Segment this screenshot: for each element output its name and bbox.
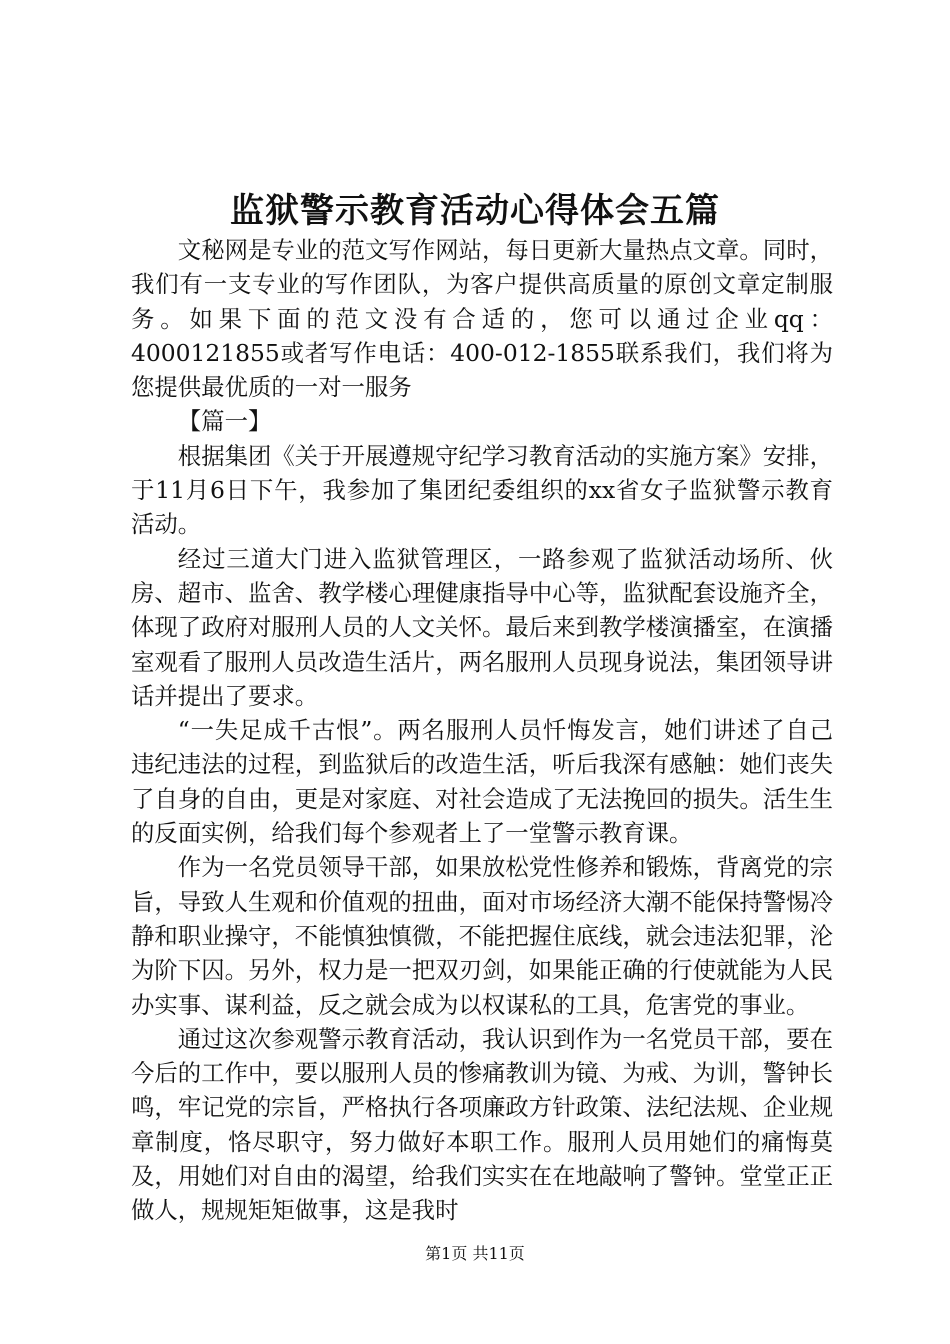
intro-paragraph: 文秘网是专业的范文写作网站，每日更新大量热点文章。同时，我们有一支专业的写作团队，为客户提供高质量的原创文章定制服务。如果下面的范文没有合适的，您可以通过企业qq：4000121855或者写作电话：400-012-1855联系我们，我们将为您提供最优质的一对一服务 xyxy=(131,236,833,402)
section-heading-part-one: 【篇一】 xyxy=(177,407,272,436)
body-paragraph: 根据集团《关于开展遵规守纪学习教育活动的实施方案》安排，于11月6日下午，我参加了集团纪委组织的xx省女子监狱警示教育活动。 xyxy=(131,441,833,539)
body-paragraph: 作为一名党员领导干部，如果放松党性修养和锻炼，背离党的宗旨，导致人生观和价值观的扭曲，面对市场经济大潮不能保持警惕冷静和职业操守，不能慎独慎微，不能把握住底线，就会违法犯罪，沦为阶下囚。另外，权力是一把双刃剑，如果能正确的行使就能为人民办实事、谋利益，反之就会成为以权谋私的工具，危害党的事业。 xyxy=(131,853,833,1019)
body-paragraph: 通过这次参观警示教育活动，我认识到作为一名党员干部，要在今后的工作中，要以服刑人员的惨痛教训为镜、为戒、为训，警钟长鸣，牢记党的宗旨，严格执行各项廉政方针政策、法纪法规、企业规章制度，恪尽职守，努力做好本职工作。服刑人员用她们的痛悔莫及，用她们对自由的渴望，给我们实实在在地敲响了警钟。堂堂正正做人，规规矩矩做事，这是我时 xyxy=(131,1024,833,1225)
body-paragraph: “一失足成千古恨”。两名服刑人员忏悔发言，她们讲述了自己违纪违法的过程，到监狱后的改造生活，听后我深有感触：她们丧失了自身的自由，更是对家庭、对社会造成了无法挽回的损失。活生生的反面实例，给我们每个参观者上了一堂警示教育课。 xyxy=(131,716,833,848)
page-number-footer: 第1页 共11页 xyxy=(425,1244,525,1263)
body-paragraph: 经过三道大门进入监狱管理区，一路参观了监狱活动场所、伙房、超市、监舍、教学楼心理健康指导中心等，监狱配套设施齐全，体现了政府对服刑人员的人文关怀。最后来到教学楼演播室，在演播室观看了服刑人员改造生活片，两名服刑人员现身说法，集团领导讲话并提出了要求。 xyxy=(131,544,833,710)
document-title: 监狱警示教育活动心得体会五篇 xyxy=(230,191,720,231)
document-body xyxy=(131,233,833,1228)
